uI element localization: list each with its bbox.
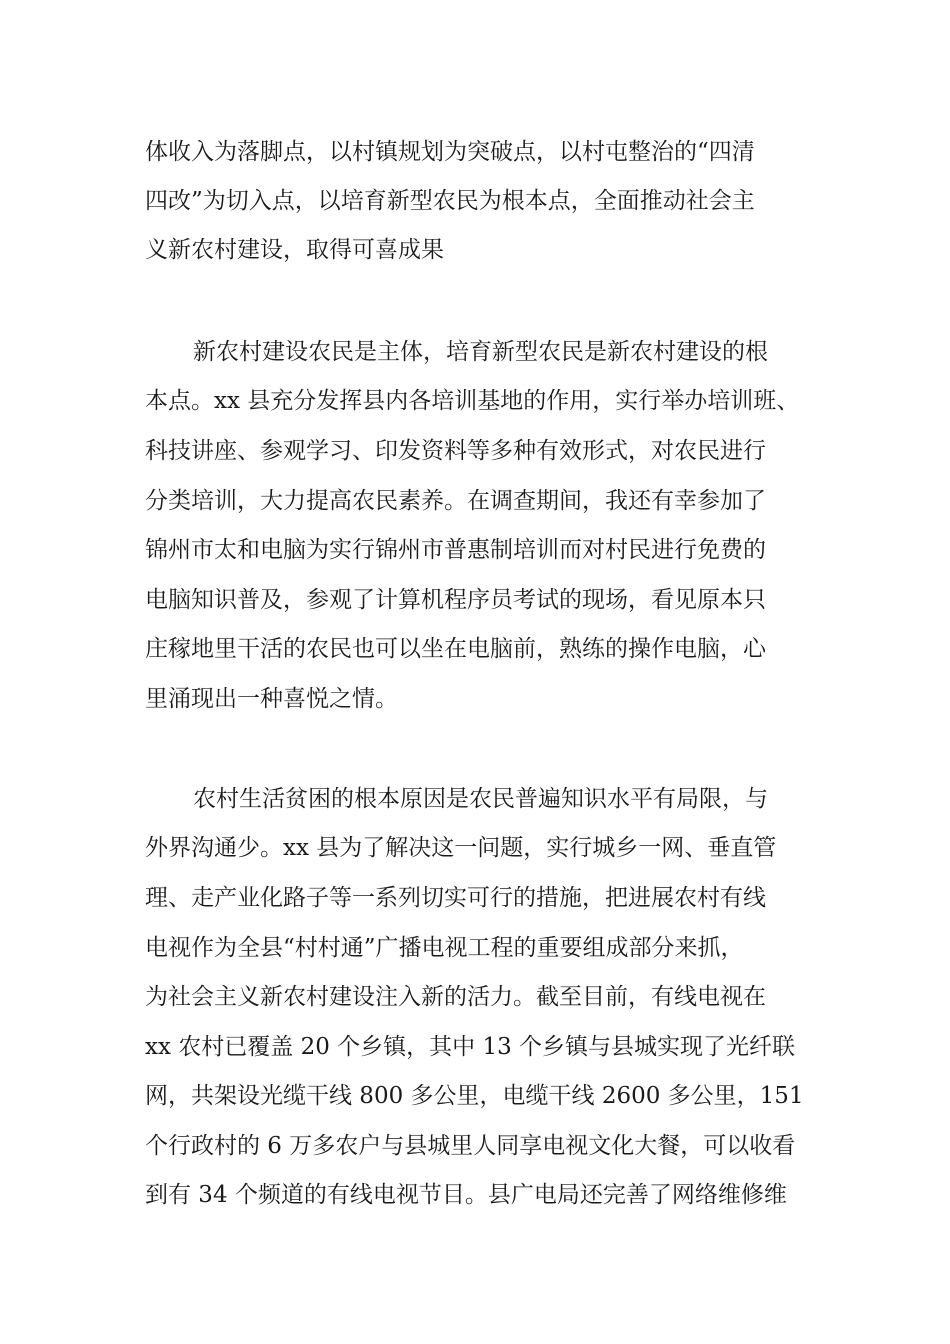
paragraph-3-line-6: xx 农村已覆盖 20 个乡镇，其中 13 个乡镇与县城实现了光纤联 xyxy=(145,1034,796,1060)
paragraph-2-line-5: 锦州市太和电脑为实行锦州市普惠制培训而对村民进行免费的 xyxy=(145,537,766,563)
paragraph-2-line-7: 庄稼地里干活的农民也可以坐在电脑前，熟练的操作电脑，心 xyxy=(145,636,766,662)
paragraph-2-line-2: 本点。xx 县充分发挥县内各培训基地的作用，实行举办培训班、 xyxy=(145,388,800,414)
paragraph-3-line-9: 到有 34 个频道的有线电视节目。县广电局还完善了网络维修维 xyxy=(145,1182,787,1208)
paragraph-1-line-1: 体收入为落脚点，以村镇规划为突破点，以村屯整治的“四清 xyxy=(145,139,755,165)
paragraph-3-line-7: 网，共架设光缆干线 800 多公里，电缆干线 2600 多公里，151 xyxy=(145,1083,804,1109)
paragraph-3-line-4: 电视作为全县“村村通”广播电视工程的重要组成部分来抓， xyxy=(145,935,744,961)
paragraph-2-line-6: 电脑知识普及，参观了计算机程序员考试的现场，看见原本只 xyxy=(145,587,766,613)
paragraph-1-line-3: 义新农村建设，取得可喜成果 xyxy=(145,237,444,263)
paragraph-3-line-1: 农村生活贫困的根本原因是农民普遍知识水平有局限，与 xyxy=(193,786,768,812)
paragraph-1-line-2: 四改”为切入点，以培育新型农民为根本点，全面推动社会主 xyxy=(145,188,755,214)
paragraph-3-line-2: 外界沟通少。xx 县为了解决这一问题，实行城乡一网、垂直管 xyxy=(145,835,777,861)
paragraph-2-line-1: 新农村建设农民是主体，培育新型农民是新农村建设的根 xyxy=(193,339,768,365)
paragraph-3-line-3: 理、走产业化路子等一系列切实可行的措施，把进展农村有线 xyxy=(145,885,766,911)
paragraph-2-line-3: 科技讲座、参观学习、印发资料等多种有效形式，对农民进行 xyxy=(145,438,766,464)
paragraph-3-line-8: 个行政村的 6 万多农户与县城里人同享电视文化大餐，可以收看 xyxy=(145,1133,796,1159)
paragraph-3-line-5: 为社会主义新农村建设注入新的活力。截至目前，有线电视在 xyxy=(145,984,766,1010)
paragraph-2-line-8: 里涌现出一种喜悦之情。 xyxy=(145,686,398,712)
paragraph-2-line-4: 分类培训，大力提高农民素养。在调查期间，我还有幸参加了 xyxy=(145,488,766,514)
